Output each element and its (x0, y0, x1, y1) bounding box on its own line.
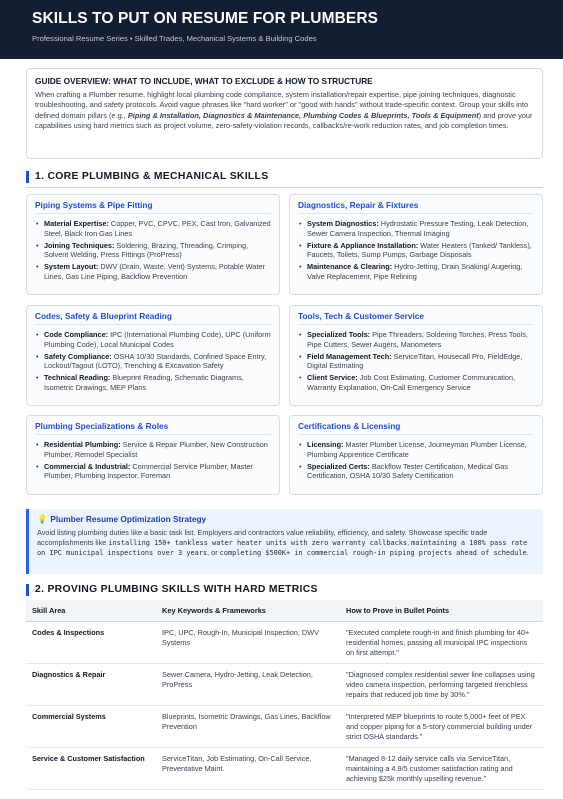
bullet-icon: • (299, 461, 302, 471)
tip-example-2: maintaining a 100% pass rate on IPC municipal inspections over 3 years (37, 539, 528, 558)
skill-item: • Field Management Tech: ServiceTitan, Housecall Pro, FieldEdge, Digital Estimating (299, 351, 523, 371)
table-cell: Diagnostics & Repair (26, 663, 156, 705)
skill-card-diagnostics (289, 194, 543, 295)
guide-overview (26, 68, 543, 159)
tip-title: 💡 Plumber Resume Optimization Strategy (37, 514, 207, 524)
bullet-icon: • (36, 240, 39, 250)
guide-text-part-2: ) and prove your capabilities using hard metrics such as project volume, zero-safety-violation records, callbacks/re-work reduction rates, and job completion times. (35, 110, 533, 131)
section-1-divider (26, 187, 543, 188)
guide-text-emphasis: Piping & Installation, Diagnostics & Maintenance, Plumbing Codes & Blueprints, Tools & Equipment (127, 110, 479, 120)
tip-text: Avoid listing plumbing duties like a basic task list. Employers and contractors value reliability, efficiency, and safety. Showcase specific trade accomplishments like installing 150+ tankless water heater units with zero warranty callbacks, maintaining a 100% pass rate on IPC municipal inspections over 3 years, or completing $500K+ in commercial rough-in piping projects ahead of schedule. (37, 528, 529, 558)
table-cell: ServiceTitan, Job Estimating, On-Call Service, Preventative Maint. (156, 747, 340, 789)
bullet-icon: • (299, 262, 302, 272)
table-row (26, 705, 543, 747)
lightbulb-icon: 💡 (37, 514, 48, 524)
table-cell: "Managed 8-12 daily service calls via ServiceTitan, maintaining a 4.9/5 customer satisfaction rating and achieving $25k monthly upselling revenue." (340, 747, 543, 789)
skill-item: • Client Service: Job Cost Estimating, Customer Communication, Warranty Explanation, On-Call Emergency Service (299, 373, 516, 392)
skill-item: • Material Expertise: Copper, PVC, CPVC, PEX, Cast Iron, Galvanized Steel, Black Iron Gas Lines (36, 219, 271, 238)
skill-card-title: Codes, Safety & Blueprint Reading (35, 311, 271, 325)
section-1-title: 1. CORE PLUMBING & MECHANICAL SKILLS (26, 171, 268, 183)
table-header: Key Keywords & Frameworks (156, 600, 340, 621)
skill-item: • Licensing: Master Plumber License, Journeyman Plumber License, Plumbing Apprentice Certificate (299, 440, 527, 459)
table-cell: Codes & Inspections (26, 621, 156, 663)
bullet-icon: • (36, 440, 39, 449)
skill-card-title: Diagnostics, Repair & Fixtures (298, 200, 534, 214)
skill-card-piping (26, 194, 280, 295)
skill-card-certifications (289, 415, 543, 495)
table-cell: "Diagnosed complex residential sewer line collapses using video camera inspection, performing targeted trenchless repairs that reduced job time by 30%." (340, 663, 543, 705)
bullet-icon: • (36, 262, 39, 272)
bullet-icon: • (299, 373, 302, 383)
tip-example-3: completing $500K+ in commercial rough-in piping projects ahead of schedule (219, 549, 527, 558)
metrics-table (26, 600, 543, 790)
skill-card-title: Tools, Tech & Customer Service (298, 311, 534, 325)
bullet-icon: • (36, 330, 39, 339)
table-cell: IPC, UPC, Rough-In, Municipal Inspection, DWV Systems (156, 621, 340, 663)
table-row (26, 621, 543, 663)
guide-title: GUIDE OVERVIEW: WHAT TO INCLUDE, WHAT TO EXCLUDE & HOW TO STRUCTURE (35, 76, 373, 86)
bullet-icon: • (36, 219, 39, 228)
skill-card-specializations (26, 415, 280, 495)
skill-item: • Residential Plumbing: Service & Repair Plumber, New Construction Plumber, Remodel Specialist (36, 440, 268, 459)
bullet-icon: • (299, 351, 302, 361)
table-row (26, 747, 543, 789)
table-header: Skill Area (26, 600, 156, 621)
table-cell: Service & Customer Satisfaction (26, 747, 156, 789)
table-cell: Sewer Camera, Hydro-Jetting, Leak Detection, ProPress (156, 663, 340, 705)
table-cell: "Interpreted MEP blueprints to route 5,000+ feet of PEX and copper piping for a 5-story commercial building under strict OSHA standards." (340, 705, 543, 747)
table-cell: Blueprints, Isometric Drawings, Gas Lines, Backflow Prevention (156, 705, 340, 747)
page-header (0, 0, 563, 59)
skill-card-title: Plumbing Specializations & Roles (35, 421, 271, 435)
skill-item: • Safety Compliance: OSHA 10/30 Standards, Confined Space Entry, Lockout/Tagout (LOTO), Trenching & Excavation Safety (36, 351, 267, 371)
bullet-icon: • (299, 219, 302, 228)
skill-item: • Specialized Tools: Pipe Threaders, Soldering Torches, Press Tools, Pipe Cutters, Sewer Augers, Manometers (299, 330, 528, 349)
table-header: How to Prove in Bullet Points (340, 600, 543, 621)
table-cell: "Executed complete rough-in and finish plumbing for 40+ residential homes, passing all municipal IPC inspections on first attempt." (340, 621, 543, 663)
skill-item: • Commercial & Industrial: Commercial Service Plumber, Master Plumber, Plumbing Inspector, Foreman (36, 461, 253, 481)
optimization-tip (26, 509, 543, 574)
skill-item: • Specialized Certs: Backflow Tester Certification, Medical Gas Certification, OSHA 10/30 Safety Certification (299, 461, 509, 481)
table-cell: Commercial Systems (26, 705, 156, 747)
skill-item: • Fixture & Appliance Installation: Water Heaters (Tanked/ Tankless), Faucets, Toilets, Sump Pumps, Garbage Disposals (299, 240, 532, 260)
table-row (26, 663, 543, 705)
table-header-row (26, 600, 543, 621)
skill-item: • Maintenance & Clearing: Hydro-Jetting, Drain Snaking/ Augering, Valve Replacement, Pipe Relining (299, 262, 523, 281)
page-title: SKILLS TO PUT ON RESUME FOR PLUMBERS (32, 10, 379, 27)
section-2-title: 2. PROVING PLUMBING SKILLS WITH HARD METRICS (26, 584, 318, 596)
skill-item: • Joining Techniques: Soldering, Brazing, Threading, Crimping, Solvent Welding, Press Fittings (ProPress) (36, 240, 249, 260)
tip-example-1: installing 150+ tankless water heater units with zero warranty callbacks (108, 539, 408, 548)
skill-item: • System Diagnostics: Hydrostatic Pressure Testing, Leak Detection, Sewer Camera Inspection, Thermal Imaging (299, 219, 529, 238)
bullet-icon: • (299, 440, 302, 449)
skill-item: • Code Compliance: IPC (International Plumbing Code), UPC (Uniform Plumbing Code), Local Municipal Codes (36, 330, 271, 349)
skill-item: • Technical Reading: Blueprint Reading, Schematic Diagrams, Isometric Drawings, MEP Plans (36, 373, 244, 392)
skill-card-title: Piping Systems & Pipe Fitting (35, 200, 271, 214)
bullet-icon: • (36, 461, 39, 471)
page-subtitle: Professional Resume Series • Skilled Trades, Mechanical Systems & Building Codes (32, 34, 317, 43)
skill-card-title: Certifications & Licensing (298, 421, 534, 435)
bullet-icon: • (299, 240, 302, 250)
guide-text (35, 90, 534, 132)
skill-card-tools (289, 305, 543, 406)
skill-item: • System Layout: DWV (Drain, Waste, Vent) Systems, Potable Water Lines, Gas Line Piping, Backflow Prevention (36, 262, 265, 281)
bullet-icon: • (299, 330, 302, 339)
bullet-icon: • (36, 351, 39, 361)
guide-text-part-1: When crafting a Plumber resume, highlight local plumbing code compliance, system installation/repair expertise, pipe joining techniques, diagnostic troubleshooting, and safety protocols. Avoid vague phrases like "hard worker" or "good with hands" without trade-specific context. Group your skills into defined domain pillars (e.g., (35, 90, 529, 120)
bullet-icon: • (36, 373, 39, 383)
skill-card-codes (26, 305, 280, 406)
